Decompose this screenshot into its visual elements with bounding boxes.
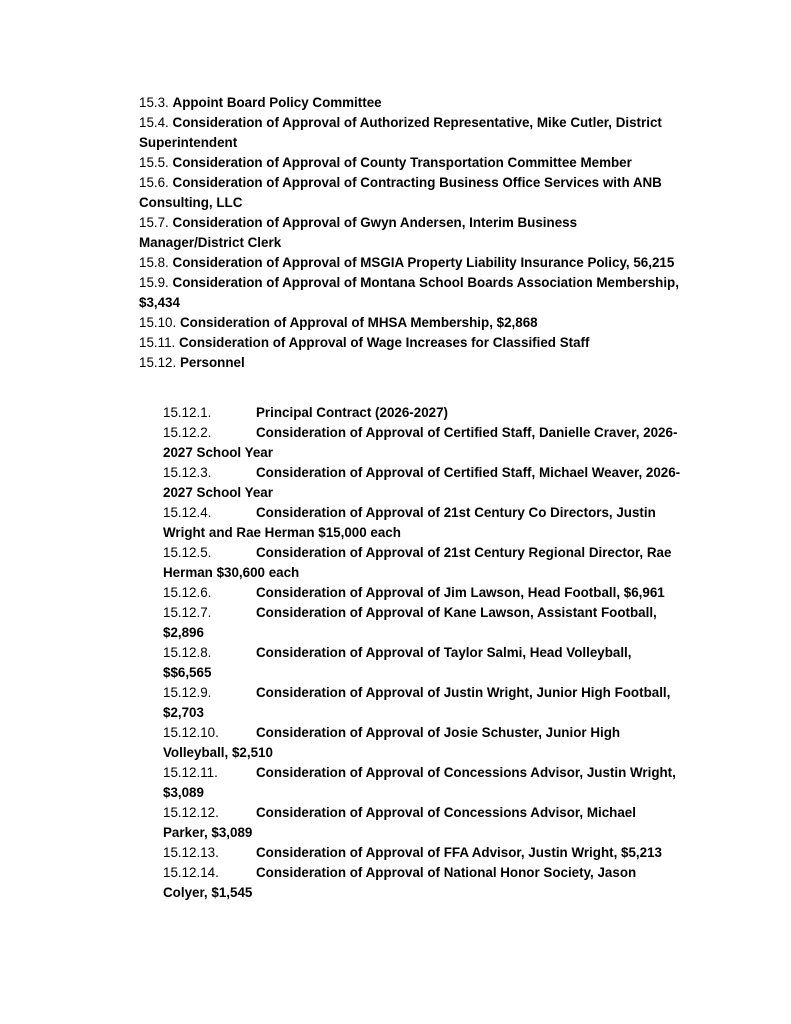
personnel-item: [163, 603, 683, 643]
agenda-list: [139, 93, 684, 373]
item-text: Consideration of Approval of Concessions Advisor, Michael Parker, $3,089: [163, 805, 636, 840]
item-number: 15.12.11.: [163, 765, 218, 780]
item-text: Consideration of Approval of 21st Century Co Directors, Justin Wright and Rae Herman $15,000 each: [163, 505, 656, 540]
item-number: 15.12.13.: [163, 845, 219, 860]
item-number: 15.12.1.: [163, 405, 212, 420]
agenda-item: [139, 93, 684, 113]
item-text: Consideration of Approval of Certified Staff, Michael Weaver, 2026-2027 School Year: [163, 465, 681, 500]
personnel-item: [163, 543, 683, 583]
personnel-item: [163, 723, 683, 763]
item-number: 15.12.9.: [163, 685, 212, 700]
item-number: 15.6.: [139, 175, 169, 190]
item-number: 15.8.: [139, 255, 169, 270]
item-number: 15.4.: [139, 115, 169, 130]
personnel-item: [163, 683, 683, 723]
agenda-item: [139, 253, 684, 273]
item-number: 15.9.: [139, 275, 169, 290]
item-text: Consideration of Approval of Concessions Advisor, Justin Wright, $3,089: [163, 765, 676, 800]
personnel-item: [163, 403, 683, 423]
item-text: Consideration of Approval of MSGIA Property Liability Insurance Policy, 56,215: [172, 255, 675, 270]
item-text: Personnel: [179, 355, 245, 370]
item-text: Consideration of Approval of Jim Lawson, Head Football, $6,961: [256, 585, 665, 600]
personnel-item: [163, 423, 683, 463]
personnel-item: [163, 843, 683, 863]
item-number: 15.12.7.: [163, 605, 212, 620]
item-text: Consideration of Approval of Taylor Salmi, Head Volleyball, $$6,565: [163, 645, 632, 680]
item-number: 15.12.12.: [163, 805, 219, 820]
item-number: 15.12.4.: [163, 505, 212, 520]
item-text: Consideration of Approval of Gwyn Andersen, Interim Business Manager/District Clerk: [139, 215, 578, 250]
agenda-item: [139, 353, 684, 373]
personnel-item: [163, 803, 683, 843]
item-number: 15.12.3.: [163, 465, 212, 480]
item-text: Consideration of Approval of Josie Schuster, Junior High Volleyball, $2,510: [163, 725, 621, 760]
item-number: 15.10.: [139, 315, 177, 330]
personnel-item: [163, 643, 683, 683]
item-number: 15.11.: [139, 335, 176, 350]
item-text: Consideration of Approval of 21st Century Regional Director, Rae Herman $30,600 each: [163, 545, 672, 580]
agenda-item: [139, 113, 684, 153]
agenda-item: [139, 173, 684, 213]
item-number: 15.12.2.: [163, 425, 212, 440]
item-text: Consideration of Approval of Authorized Representative, Mike Cutler, District Superintendent: [139, 115, 662, 150]
agenda-item: [139, 213, 684, 253]
item-text: Consideration of Approval of MHSA Membership, $2,868: [179, 315, 538, 330]
item-number: 15.12.5.: [163, 545, 212, 560]
personnel-item: [163, 583, 683, 603]
personnel-item: [163, 463, 683, 503]
agenda-item: [139, 333, 684, 353]
item-number: 15.12.6.: [163, 585, 212, 600]
item-text: Consideration of Approval of Justin Wright, Junior High Football, $2,703: [163, 685, 671, 720]
item-text: Consideration of Approval of County Transportation Committee Member: [172, 155, 632, 170]
item-text: Consideration of Approval of Certified Staff, Danielle Craver, 2026-2027 School Year: [163, 425, 678, 460]
item-number: 15.3.: [139, 95, 169, 110]
item-text: Consideration of Approval of National Honor Society, Jason Colyer, $1,545: [163, 865, 637, 900]
agenda-item: [139, 153, 684, 173]
personnel-item: [163, 503, 683, 543]
item-text: Appoint Board Policy Committee: [172, 95, 382, 110]
item-number: 15.12.8.: [163, 645, 212, 660]
item-number: 15.12.10.: [163, 725, 219, 740]
personnel-sublist: [163, 403, 683, 903]
agenda-item: [139, 273, 684, 313]
item-text: Consideration of Approval of Contracting Business Office Services with ANB Consulting, LLC: [139, 175, 662, 210]
item-text: Principal Contract (2026-2027): [256, 405, 449, 420]
item-number: 15.12.: [139, 355, 177, 370]
item-text: Consideration of Approval of Montana School Boards Association Membership, $3,434: [139, 275, 679, 310]
personnel-item: [163, 863, 683, 903]
agenda-item: [139, 313, 684, 333]
item-text: Consideration of Approval of FFA Advisor, Justin Wright, $5,213: [256, 845, 662, 860]
item-number: 15.7.: [139, 215, 169, 230]
item-number: 15.5.: [139, 155, 169, 170]
personnel-item: [163, 763, 683, 803]
item-number: 15.12.14.: [163, 865, 219, 880]
item-text: Consideration of Approval of Wage Increases for Classified Staff: [178, 335, 590, 350]
item-text: Consideration of Approval of Kane Lawson, Assistant Football, $2,896: [163, 605, 657, 640]
